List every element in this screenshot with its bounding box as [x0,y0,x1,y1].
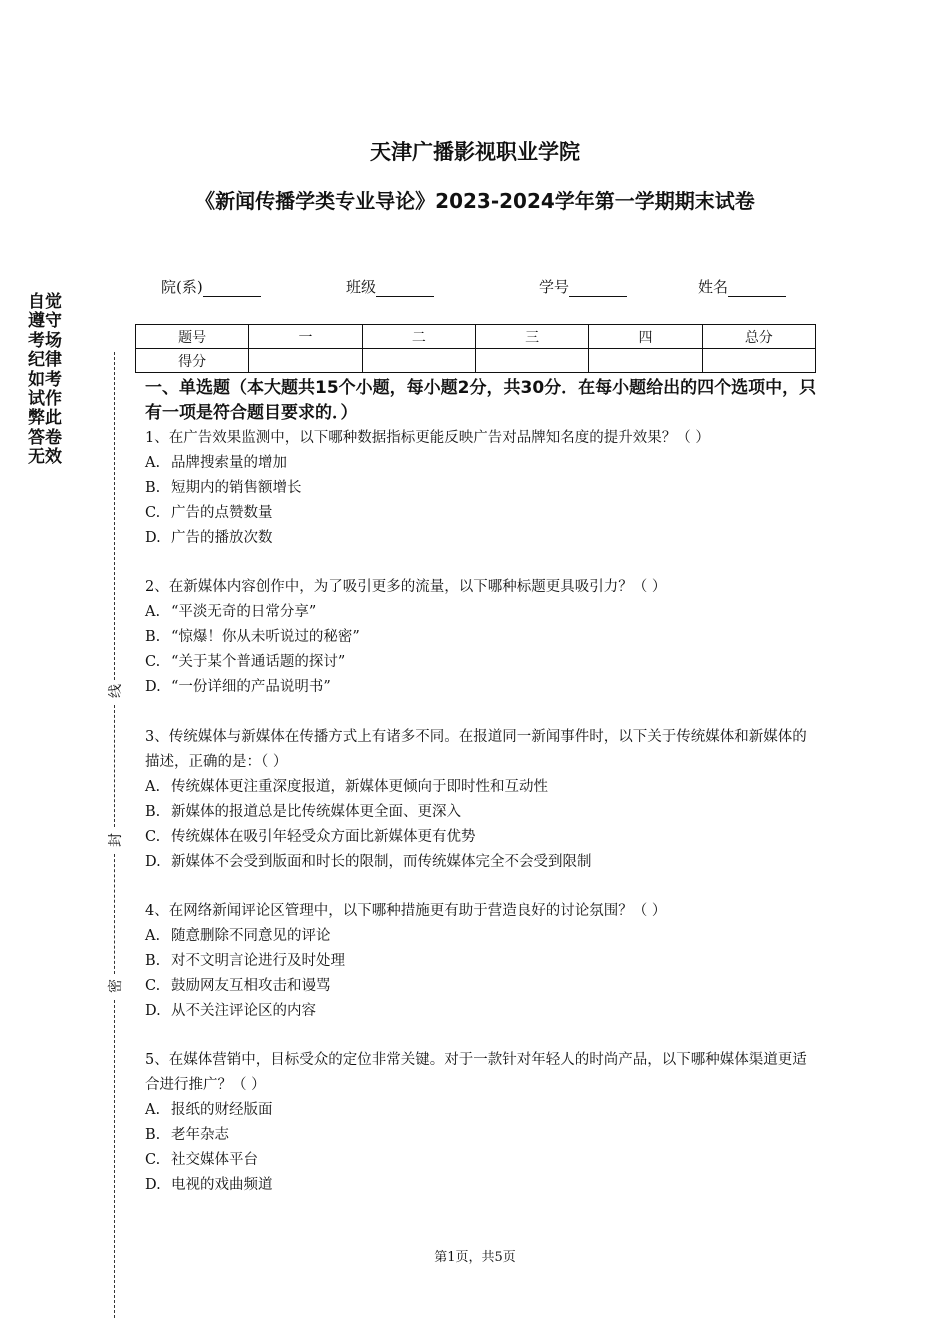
seal-line-char: 线 [105,682,125,700]
option-d[interactable] [145,999,817,1024]
option-letter: C. [145,654,161,670]
seal-secret-char: 密 [105,977,125,995]
score-cell-total: 总分 [702,325,815,349]
option-text: 电视的戏曲频道 [171,1177,273,1193]
option-letter: B. [145,480,161,496]
question-1 [145,426,817,551]
option-a[interactable] [145,1098,817,1123]
option-b[interactable] [145,800,817,825]
option-text: 从不关注评论区的内容 [171,1003,316,1019]
department-blank[interactable] [203,280,261,297]
option-letter: D. [145,854,161,870]
option-text: 随意删除不同意见的评论 [171,928,331,944]
student-id-label: 学号 [539,278,570,296]
question-5 [145,1048,817,1198]
option-a[interactable] [145,775,817,800]
option-letter: A. [145,604,161,620]
option-letter: B. [145,804,161,820]
question-2 [145,575,817,700]
score-cell-part1: 一 [249,325,362,349]
department-field [161,276,261,297]
score-input-part4[interactable] [589,349,702,373]
seal-dashed-line [114,1000,115,1318]
seal-seal-char: 封 [105,831,125,849]
option-letter: A. [145,928,161,944]
score-cell-part3: 三 [475,325,588,349]
question-stem: 3、传统媒体与新媒体在传播方式上有诸多不同。在报道同一新闻事件时，以下关于传统媒体和新媒体的描述，正确的是：（ ） [145,729,807,770]
side-warning-text: 自觉遵守考场纪律如考试作弊此答卷无效 [28,292,62,468]
option-letter: D. [145,1177,161,1193]
option-text: 新媒体的报道总是比传统媒体更全面、更深入 [171,804,461,820]
option-c[interactable] [145,825,817,850]
option-b[interactable] [145,625,817,650]
score-row-label: 得分 [136,349,249,373]
student-id-blank[interactable] [569,280,627,297]
option-c[interactable] [145,974,817,999]
option-text: 老年杂志 [171,1127,229,1143]
option-c[interactable] [145,650,817,675]
option-c[interactable] [145,1148,817,1173]
name-label: 姓名 [698,278,729,296]
student-id-field [539,276,627,297]
score-input-part2[interactable] [362,349,475,373]
seal-dashed-line [114,352,115,680]
school-name: 天津广播影视职业学院 [370,140,580,164]
name-blank[interactable] [728,280,786,297]
option-text: 短期内的销售额增长 [171,480,302,496]
option-text: “关于某个普通话题的探讨” [171,654,346,670]
question-stem: 4、在网络新闻评论区管理中，以下哪种措施更有助于营造良好的讨论氛围？（ ） [145,903,667,919]
option-a[interactable] [145,924,817,949]
option-a[interactable] [145,451,817,476]
class-label: 班级 [346,278,377,296]
question-stem: 2、在新媒体内容创作中，为了吸引更多的流量，以下哪种标题更具吸引力？（ ） [145,579,667,595]
seal-dashed-line [114,854,115,974]
student-info-row [0,276,950,300]
question-3 [145,725,817,875]
class-field [346,276,434,297]
option-d[interactable] [145,526,817,551]
score-table [135,324,816,373]
option-letter: A. [145,779,161,795]
option-letter: C. [145,978,161,994]
score-cell-part2: 二 [362,325,475,349]
option-text: “平淡无奇的日常分享” [171,604,317,620]
option-letter: B. [145,1127,161,1143]
option-letter: B. [145,629,161,645]
option-text: 品牌搜索量的增加 [171,455,287,471]
name-field [698,276,786,297]
score-cell-label: 题号 [136,325,249,349]
option-letter: C. [145,505,161,521]
score-input-part1[interactable] [249,349,362,373]
option-text: 传统媒体更注重深度报道，新媒体更倾向于即时性和互动性 [171,779,548,795]
department-label: 院(系) [161,278,203,296]
option-b[interactable] [145,476,817,501]
option-d[interactable] [145,675,817,700]
option-text: 广告的播放次数 [171,530,273,546]
seal-dashed-line [114,705,115,827]
option-c[interactable] [145,501,817,526]
option-text: “一份详细的产品说明书” [171,679,331,695]
option-text: 对不文明言论进行及时处理 [171,953,345,969]
question-stem: 5、在媒体营销中，目标受众的定位非常关键。对于一款针对年轻人的时尚产品，以下哪种媒体渠道更适合进行推广？（ ） [145,1052,807,1093]
option-letter: B. [145,953,161,969]
option-d[interactable] [145,850,817,875]
option-text: 社交媒体平台 [171,1152,258,1168]
option-text: “惊爆！你从未听说过的秘密” [171,629,360,645]
class-blank[interactable] [376,280,434,297]
option-letter: D. [145,679,161,695]
option-a[interactable] [145,600,817,625]
option-text: 广告的点赞数量 [171,505,273,521]
option-b[interactable] [145,949,817,974]
option-text: 报纸的财经版面 [171,1102,273,1118]
option-letter: D. [145,1003,161,1019]
option-letter: C. [145,829,161,845]
option-letter: A. [145,455,161,471]
question-4 [145,899,817,1024]
score-table-header-row [136,325,816,349]
score-table-score-row [136,349,816,373]
option-letter: D. [145,530,161,546]
option-d[interactable] [145,1173,817,1198]
option-letter: A. [145,1102,161,1118]
score-input-total[interactable] [702,349,815,373]
option-letter: C. [145,1152,161,1168]
option-text: 鼓励网友互相攻击和谩骂 [171,978,331,994]
option-text: 新媒体不会受到版面和时长的限制，而传统媒体完全不会受到限制 [171,854,592,870]
option-b[interactable] [145,1123,817,1148]
exam-title: 《新闻传播学类专业导论》2023-2024学年第一学期期末试卷 [195,189,755,213]
section-heading: 一、单选题（本大题共15个小题，每小题2分，共30分．在每小题给出的四个选项中，只有一项是符合题目要求的．） [145,378,817,423]
question-stem: 1、在广告效果监测中，以下哪种数据指标更能反映广告对品牌知名度的提升效果？（ ） [145,430,710,446]
option-text: 传统媒体在吸引年轻受众方面比新媒体更有优势 [171,829,476,845]
score-input-part3[interactable] [475,349,588,373]
score-cell-part4: 四 [589,325,702,349]
page-number: 第1页，共5页 [434,1250,516,1265]
